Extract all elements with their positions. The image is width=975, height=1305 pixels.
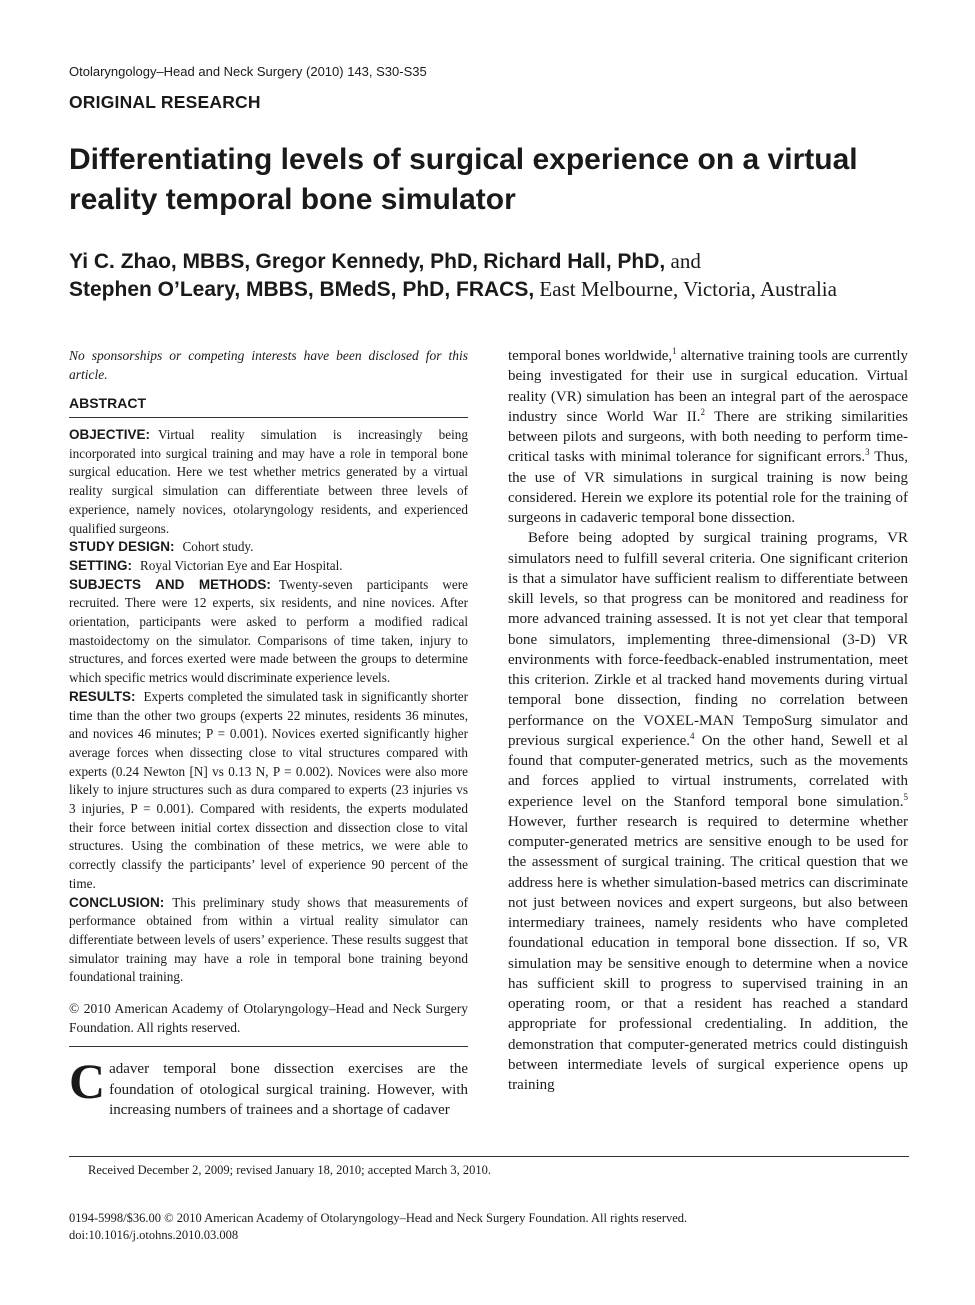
abstract-copyright: © 2010 American Academy of Otolaryngology–Head and Neck Surgery Foundation. All rights reserved. <box>69 999 468 1047</box>
drop-cap: C <box>69 1053 106 1110</box>
reference-link[interactable]: 1 <box>672 346 677 356</box>
body-paragraph <box>508 346 908 528</box>
abstract-section-text: Royal Victorian Eye and Ear Hospital. <box>140 557 343 573</box>
abstract-section-text: Experts completed the simulated task in significantly shorter time than the other two groups (experts 22 minutes, residents 36 minutes, and novices 46 minutes; P = 0.001). Novices exerted significantly higher average forces when dissecting close to vital structures compared with experts (0.24 Newton [N] vs 0.13 N, P = 0.002). Novices were also more likely to injure structures such as dura compared to experts (23 injuries vs 3 injuries, P = 0.001). Compared with residents, the experts modulated their force between initial cortex dissection and dissection close to vital structures. Using the combination of these metrics, we were able to correctly classify the participants’ level of experience 90 percent of the time. <box>69 688 468 891</box>
issn-copyright-line: 0194-5998/$36.00 © 2010 American Academy of Otolaryngology–Head and Neck Surgery Foundation. All rights reserved. <box>69 1211 688 1225</box>
reference-link[interactable]: 5 <box>903 791 908 802</box>
text-run: Before being adopted by surgical training programs, VR simulators need to fulfill several criteria. One significant criterion is that a simulator have sufficient realism to differentiate between skill levels, so that progress can be monitored and readiness for more advanced training assessed. It is not yet clear that temporal bone simulators, implementing three-dimensional (3-D) VR environments with force-feedback-enabled instrumentation, meet this criterion. Zirkle et al tracked hand movements during virtual temporal bone dissection, finding no correlation between performance on the VOXEL-MAN TempoSurg simulator and previous surgical experience. <box>508 530 908 749</box>
text-run: Thus, the use of VR simulations in surgical training is now being considered. Herein we explore its potential role for the training of surgeons in cadaveric temporal bone dissection. <box>508 449 908 526</box>
abstract-section-text: Twenty-seven participants were recruited. There were 12 experts, six residents, and nine novices. After orientation, participants were asked to perform a modified radical mastoidectomy on the simulator. Comparisons of time taken, injury to structures, and forces exerted were made between the groups to determine which specific metrics would discriminate experience levels. <box>69 576 468 686</box>
abstract-section <box>69 557 468 576</box>
abstract-section <box>69 426 468 538</box>
text-run: alternative training tools are currently being investigated for their use in surgical education. Virtual reality (VR) simulation has been an integral part of the aerospace industry since World War II. <box>508 348 909 425</box>
intro-text: adaver temporal bone dissection exercises are the foundation of otological surgical training. However, with increasing numbers of trainees and a shortage of cadaver <box>109 1061 468 1119</box>
author-name: Richard Hall, PhD, <box>483 250 666 273</box>
text-run: temporal bones worldwide, <box>508 348 673 364</box>
footer-divider <box>69 1156 909 1157</box>
body-paragraph <box>508 528 908 1095</box>
abstract-section-label: SUBJECTS AND METHODS: <box>69 576 271 592</box>
abstract-section <box>69 576 468 688</box>
received-dates: Received December 2, 2009; revised January 18, 2010; accepted March 3, 2010. <box>88 1163 491 1177</box>
abstract-section-label: STUDY DESIGN: <box>69 539 175 555</box>
abstract-section-text: This preliminary study shows that measurements of performance obtained from within a virtual reality simulator can differentiate between levels of users’ experience. These results suggest that simulator training may have a role in temporal bone training beyond foundational training. <box>69 894 468 985</box>
abstract-section-label: OBJECTIVE: <box>69 427 151 442</box>
abstract-heading: ABSTRACT <box>69 395 468 418</box>
text-run: However, further research is required to determine whether computer-generated metrics are sensitive enough to be used for the assessment of surgical training. The critical question that we address here is whether simulation-based metrics can discriminate not just between novices and expert surgeons, but also between intermediary trainees, namely residents who have completed foundational education in temporal bone dissection. If so, VR simulation may be sensitive enough to determine when a novice has sufficient skill to progress to supervised training in an operating room, or that a resident has reached a standard appropriate for professional credentialing. In addition, the demonstration that computer-generated metrics could distinguish between intermediate levels of surgical experience opens up training <box>508 813 908 1093</box>
right-column <box>508 346 908 1095</box>
doi-link[interactable]: doi:10.1016/j.otohns.2010.03.008 <box>69 1228 239 1242</box>
abstract-section-label: RESULTS: <box>69 688 136 704</box>
author-name: Gregor Kennedy, PhD, <box>255 250 478 273</box>
left-column <box>69 346 468 1121</box>
abstract-section <box>69 688 468 894</box>
author-name: Stephen O’Leary, MBBS, BMedS, PhD, FRACS, <box>69 277 535 301</box>
abstract-section-label: CONCLUSION: <box>69 894 165 910</box>
intro-paragraph <box>69 1053 468 1121</box>
abstract-section <box>69 538 468 557</box>
author-name: Yi C. Zhao, MBBS, <box>69 250 251 273</box>
abstract-section-text: Cohort study. <box>182 539 254 555</box>
author-location: East Melbourne, Victoria, Australia <box>539 276 837 301</box>
disclosure-note: No sponsorships or competing interests have been disclosed for this article. <box>69 348 468 382</box>
text-run: There are striking similarities between pilots and surgeons, with both needing to perform time-critical tasks with minimal tolerance for significant errors. <box>508 408 908 466</box>
journal-citation: Otolaryngology–Head and Neck Surgery (2010) 143, S30-S35 <box>69 64 427 79</box>
abstract-section-label: SETTING: <box>69 557 132 573</box>
abstract-section-text: Virtual reality simulation is increasingly being incorporated into surgical training and may have a role in temporal bone surgical education. Here we test whether metrics generated by a virtual reality surgical simulation can differentiate between three levels of experience, namely novices, otolaryngology residents, and experienced qualified surgeons. <box>69 427 468 536</box>
reference-link[interactable]: 3 <box>865 447 870 458</box>
text-run: On the other hand, Sewell et al found that computer-generated metrics, such as the movements and forces applied to virtual instruments, correlated with experience level on the Stanford temporal bone simulation. <box>508 732 908 810</box>
author-conjunction: and <box>670 249 701 273</box>
abstract-section <box>69 894 468 988</box>
reference-link[interactable]: 4 <box>690 730 695 741</box>
section-label: ORIGINAL RESEARCH <box>69 92 261 112</box>
article-title: Differentiating levels of surgical experience on a virtual reality temporal bone simulator <box>69 143 858 216</box>
reference-link[interactable]: 2 <box>700 406 705 417</box>
author-list <box>69 248 929 303</box>
